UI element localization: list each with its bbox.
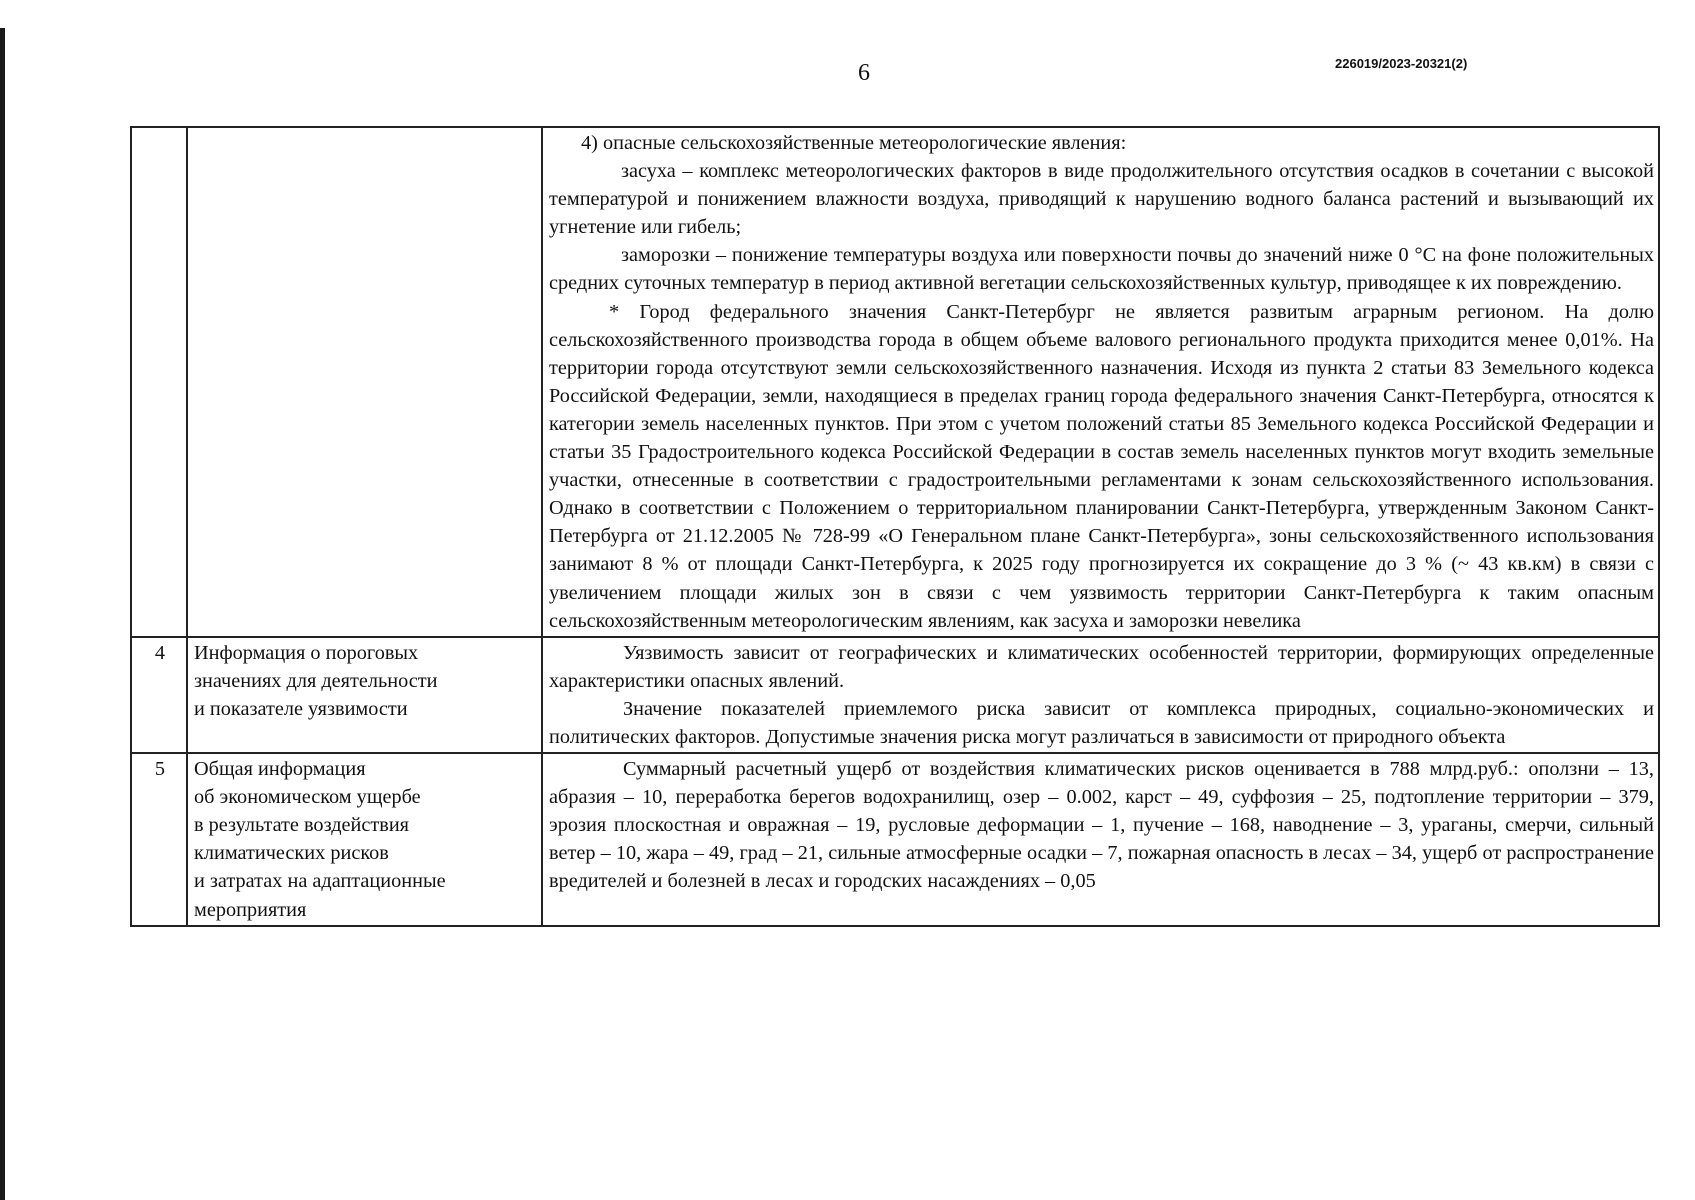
row-name-line: и затратах на адаптационные xyxy=(194,870,446,893)
row-number: 5 xyxy=(131,753,187,926)
content-paragraph: заморозки – понижение температуры воздуха или поверхности почвы до значений ниже 0 °С на фоне положительных средних суточных температур в период активной вегетации сельскохозяйственных культур, приводящее к их повреждению. xyxy=(549,244,1654,295)
table-row-4 xyxy=(131,637,1659,753)
row-name-cell xyxy=(187,753,542,926)
row-name-cell xyxy=(187,127,542,637)
content-paragraph: * Город федерального значения Санкт-Петербург не является развитым аграрным регионом. На долю сельскохозяйственного производства города в общем объеме валового регионального продукта приходится менее 0,01%. На территории города отсутствуют земли сельскохозяйственного назначения. Исходя из пункта 2 статьи 83 Земельного кодекса Российской Федерации, земли, находящиеся в пределах границ города федерального значения Санкт-Петербурга, относятся к категории земель населенных пунктов. При этом с учетом положений статьи 85 Земельного кодекса Российской Федерации и статьи 35 Градостроительного кодекса Российской Федерации в состав земель населенных пунктов могут входить земельные участки, отнесенные в соответствии с градостроительными регламентами к зонам сельскохозяйственного использования. Однако в соответствии с Положением о территориальном планировании Санкт-Петербурга, утвержденным Законом Санкт-Петербурга от 21.12.2005 № 728-99 «О Генеральном плане Санкт-Петербурга», зоны сельскохозяйственного использования занимают 8 % от площади Санкт-Петербурга, к 2025 году прогнозируется их сокращение до 3 % (~ 43 кв.км) в связи с увеличением площади жилых зон в связи с чем уязвимость территории Санкт-Петербурга к таким опасным сельскохозяйственным метеорологическим явлениям, как засуха и заморозки невелика xyxy=(549,300,1654,632)
row-name-line: и показателе уязвимости xyxy=(194,697,408,720)
document-table xyxy=(130,126,1660,927)
table-row-5 xyxy=(131,753,1659,926)
row-content-cell xyxy=(542,753,1659,926)
content-paragraph: засуха – комплекс метеорологических факторов в виде продолжительного отсутствия осадков в сочетании с высокой температурой и понижением влажности воздуха, приводящий к нарушению водного баланса растений и вызывающий их угнетение или гибель; xyxy=(549,160,1654,239)
row-name-line: об экономическом ущербе xyxy=(194,786,421,809)
row-number: 4 xyxy=(131,637,187,753)
content-paragraph: 4) опасные сельскохозяйственные метеорологические явления: xyxy=(581,132,1127,154)
content-paragraph: Значение показателей приемлемого риска зависит от комплекса природных, социально-экономических и политических факторов. Допустимые значения риска могут различаться в зависимости от природного объекта xyxy=(549,697,1654,748)
scan-edge xyxy=(0,28,5,1200)
row-name-line: в результате воздействия xyxy=(194,814,410,837)
row-name-line: значениях для деятельности xyxy=(194,669,438,692)
document-code: 226019/2023-20321(2) xyxy=(1335,56,1468,71)
row-name-line: Общая информация xyxy=(194,758,366,781)
row-name-line: климатических рисков xyxy=(194,842,389,865)
row-name-line: мероприятия xyxy=(194,898,307,921)
row-name-cell xyxy=(187,637,542,753)
row-content-cell xyxy=(542,127,1659,637)
row-name-line: Информация о пороговых xyxy=(194,641,419,664)
page-number: 6 xyxy=(858,60,870,86)
content-paragraph: Уязвимость зависит от географических и климатических особенностей территории, формирующих определенные характеристики опасных явлений. xyxy=(549,641,1654,692)
table-row-continued xyxy=(131,127,1659,637)
row-content-cell xyxy=(542,637,1659,753)
row-number-cell xyxy=(131,127,187,637)
content-paragraph: Суммарный расчетный ущерб от воздействия климатических рисков оценивается в 788 млрд.руб.: оползни – 13, абразия – 10, переработка берегов водохранилищ, озер – 0.002, карст – 49, суффозия – 25, подтопление территории – 379, эрозия плоскостная и овражная – 19, русловые деформации – 1, пучение – 168, наводнение – 3, ураганы, смерчи, сильный ветер – 10, жара – 49, град – 21, сильные атмосферные осадки – 7, пожарная опасность в лесах – 34, ущерб от распространение вредителей и болезней в лесах и городских насаждениях – 0,05 xyxy=(549,758,1654,893)
